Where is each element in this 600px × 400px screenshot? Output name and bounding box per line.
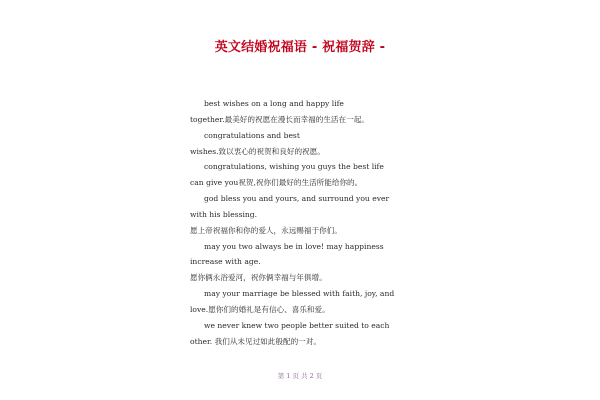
text-line: congratulations and best [204,130,300,140]
text-line: best wishes on a long and happy life [204,99,344,108]
document-body [190,96,420,350]
text-line: can give you祝贺,祝你们最好的生活所能给你的。 [190,178,363,188]
text-line: together.最美好的祝愿在漫长而幸福的生活在一起。 [190,114,369,124]
text-line: love.愿你们的婚礼是有信心、喜乐和爱。 [190,304,330,314]
text-line: 愿你俩永浴爱河，祝你俩幸福与年俱增。 [190,273,327,283]
text-line: increase with age. [190,257,261,267]
document-title: 英文结婚祝福语 - 祝福贺辞 - [214,40,386,55]
text-line: congratulations, wishing you guys the best life [204,162,384,172]
text-line: may you two always be in love! may happiness [204,241,384,251]
text-line: we never knew two people better suited to each [204,320,390,330]
text-line: 愿上帝祝福你和你的爱人，永远赐福于你们。 [190,225,342,235]
text-line: wishes.致以衷心的祝贺和良好的祝愿。 [190,146,325,156]
text-line: other. 我们从未见过如此般配的一对。 [190,336,321,346]
text-line: god bless you and yours, and surround you ever [204,194,390,204]
text-line: may your marriage be blessed with faith, joy, and [204,289,395,299]
page-number-footer: 第 1 页 共 2 页 [277,372,323,380]
text-line: with his blessing. [190,209,258,219]
